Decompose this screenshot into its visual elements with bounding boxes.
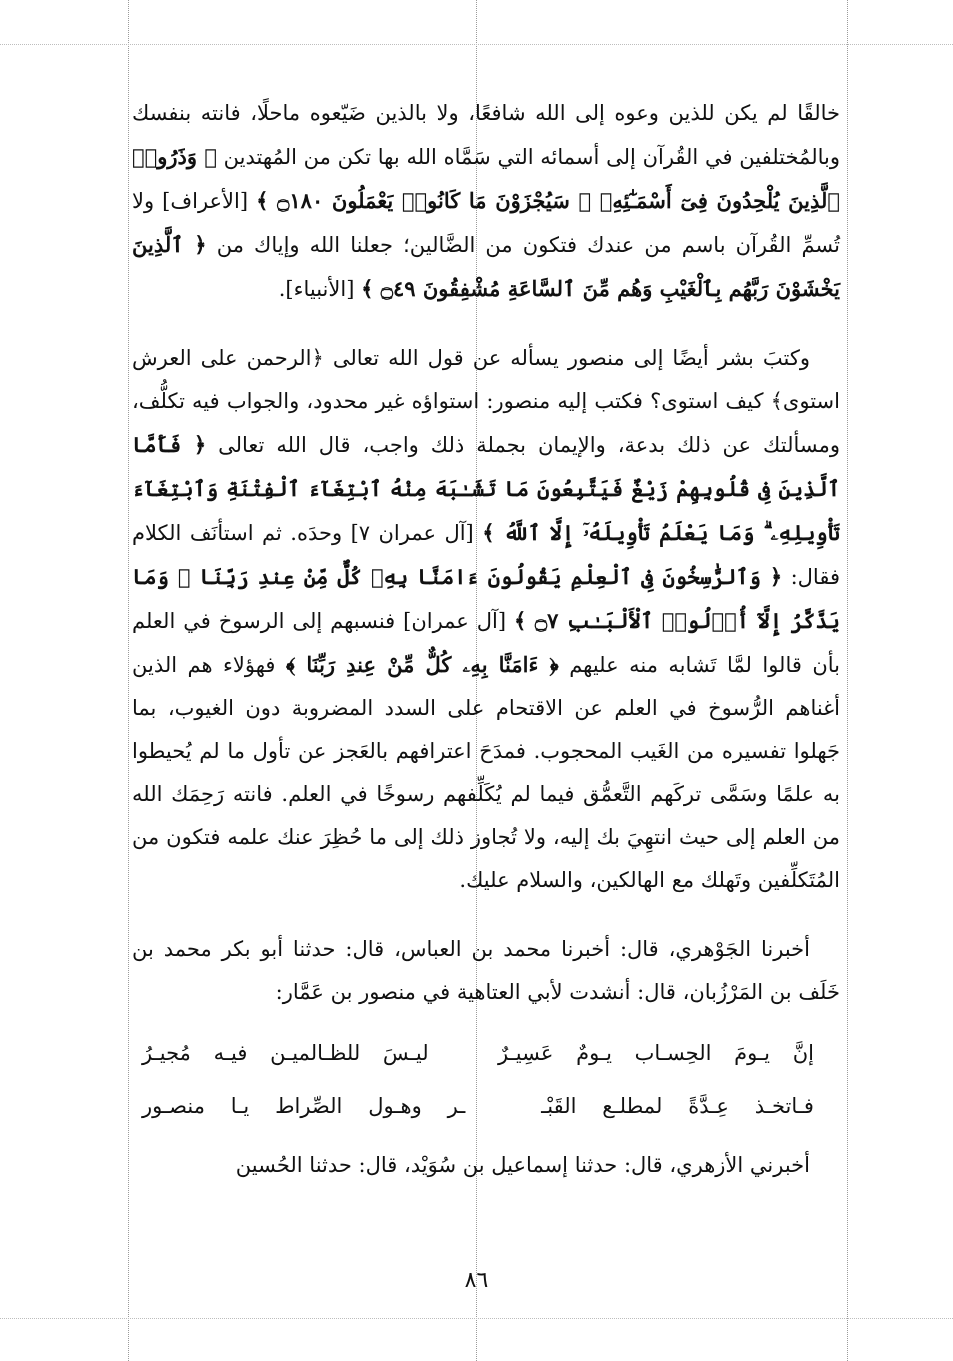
quran-quote: ﴿ فَأَمَّا ٱلَّذِينَ فِى قُلُوبِهِمْ زَيْغٌ فَيَتَّبِعُونَ مَا تَشَـٰبَهَ مِنْهُ ٱبْتِغَآءَ ٱلْفِتْنَةِ وَٱبْتِغَآءَ تَأْوِيلِهِۦ ۗ وَمَا يَعْلَمُ تَأْوِيلَهُۥٓ إِلَّا ٱللَّهُ ﴾ (132, 432, 840, 545)
margin-guide-bottom (0, 1318, 953, 1319)
page-number: ٨٦ (464, 1268, 489, 1293)
paragraph-text: فهؤلاء هم الذين أغناهم الرُّسوخ في العلم عن الاقتحام على السدد المضروبة دون الغيوب، بما جَهلوا تفسيره من الغَيب المحجوب. فمدَحَ اعترافهم بالعَجز عن تأول ما لم يُحيطوا به علمًا وسَمَّى تركَهم التَّعمُّق فيما لم يُكَلِّفهم رسوخًا في العلم. فانته رَحِمَك الله من العلم إلى حيث انتهِيَ بك إليه، ولا تُجاوز ذلك إلى ما حُظِرَ عنك علمه فتكون من المُتَكلِّفين وتَهلك مع الهالكين، والسلام عليك. (132, 653, 840, 892)
page-body (132, 92, 840, 1187)
quran-quote: ﴿ وَذَرُوا۟ ٱلَّذِينَ يُلْحِدُونَ فِىٓ أَسْمَـٰٓئِهِۦ ۚ سَيُجْزَوْنَ مَا كَانُوا۟ يَعْمَلُونَ ۝١٨٠ ﴾ (132, 144, 841, 213)
quran-quote: ﴿ وَٱلرَّٰسِخُونَ فِى ٱلْعِلْمِ يَقُولُونَ ءَامَنَّا بِهِۦ كُلٌّ مِّنْ عِندِ رَبِّنَا ۗ وَمَا يَذَّكَّرُ إِلَّآ أُو۟لُوا۟ ٱلْأَلْبَـٰبِ ۝٧ ﴾ (132, 564, 840, 633)
poem-verse-1 (132, 1032, 840, 1075)
paragraph-text: [الأنبياء]. (278, 277, 362, 301)
margin-guide-right (847, 0, 848, 1361)
verse-2-hemistich-2: ـر وهـول الصِّراط يـا منصـور (142, 1094, 466, 1118)
paragraph-text: [آل عمران] فنسبهم إلى الرسوخ في العلم بأن قالوا لمَّا تَشابه منه عليهم (132, 609, 841, 677)
quran-quote: ﴿ ٱلَّذِينَ يَخْشَوْنَ رَبَّهُم بِٱلْغَيْبِ وَهُم مِّنَ ٱلسَّاعَةِ مُشْفِقُونَ ۝٤٩ ﴾ (132, 232, 840, 301)
paragraph-text: خالقًا لم يكن للذين وعوه إلى الله شافعًا، ولا بالذين ضَيّعوه ماحلًا، فانته بنفسك وبالمُختلفين في القُرآن إلى أسمائه التي سَمَّاه الله بها تكن من المُهتدين (132, 101, 840, 169)
verse-2-hemistich-1: فـاتخـذ عِـدَّةً لمطلـع القَبْـ (541, 1094, 814, 1118)
verse-1-hemistich-1: إنَّ يـومَ الحِسـاب يـومٌ عَسِيـرٌ (498, 1041, 814, 1065)
quran-quote: ﴿ ءَامَنَّا بِهِۦ كُلٌّ مِّنْ عِندِ رَبِّنَا ﴾ (285, 652, 559, 677)
paragraph-opening (132, 92, 840, 311)
margin-guide-top (0, 44, 953, 45)
paragraph-bishr-letter (132, 337, 840, 902)
paragraph-text: [آل عمران ٧] وحدَه. ثم استأنَف الكلام فقال: (132, 521, 840, 589)
poem-verse-2 (132, 1085, 840, 1128)
paragraph-text: [الأعراف] ولا تُسمِّ القُرآن باسم من عندك فتكون من الضَّالين؛ جعلنا الله وإياك من (132, 189, 840, 257)
closing-line: أخبرني الأزهري، قال: حدثنا إسماعيل بن سُوَيْد، قال: حدثنا الحُسين (235, 1153, 810, 1177)
verse-1-hemistich-2: ليـسَ للظـالميـن فيـه مُجيـرُ (142, 1041, 429, 1065)
margin-guide-left (128, 0, 129, 1361)
paragraph-text: أخبرنا الجَوْهري، قال: أخبرنا محمد بن العباس، قال: حدثنا أبو بكر محمد بن خَلَف بن المَرْزُبان، قال: أنشدت لأبي العتاهية في منصور بن عَمَّار: (132, 937, 840, 1004)
paragraph-text: وكتبَ بشر أيضًا إلى منصور يسأله عن قول الله تعالى ﴿الرحمن على العرش استوى﴾ كيف استوى؟ فكتب إليه منصور: استواؤه غير محدود، والجواب فيه تكلُّف، ومسألتك عن ذلك بدعة، والإيمان بجملة ذلك واجب، قال الله تعالى (132, 346, 840, 457)
paragraph-isnad (132, 928, 840, 1014)
